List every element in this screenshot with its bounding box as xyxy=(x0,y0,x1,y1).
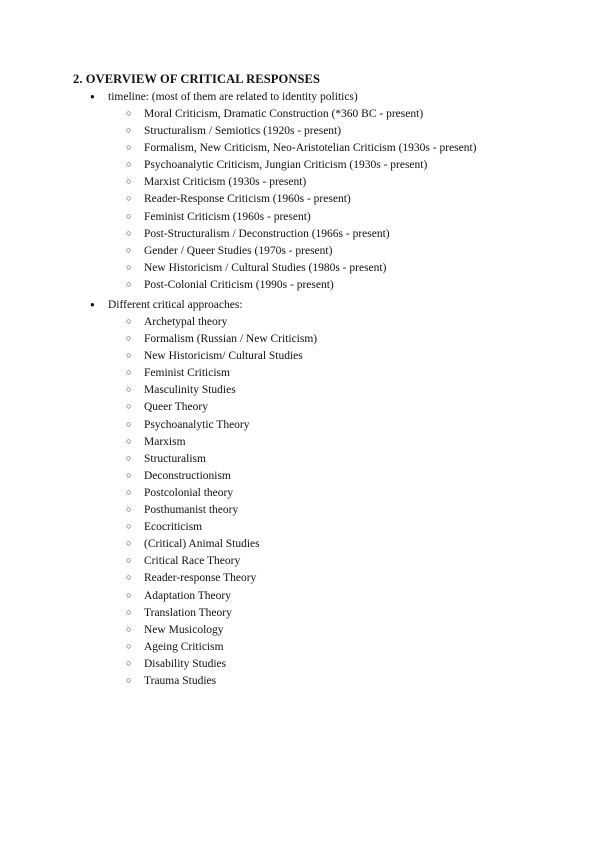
list-item-text: Archetypal theory xyxy=(144,316,228,328)
circle-bullet-icon: ○ xyxy=(126,640,132,651)
list-item-text: Ageing Criticism xyxy=(144,640,224,653)
circle-bullet-icon: ○ xyxy=(126,657,132,668)
circle-bullet-icon: ○ xyxy=(126,555,132,566)
list-item xyxy=(126,638,317,655)
list-item xyxy=(126,433,317,450)
circle-bullet-icon: ○ xyxy=(126,538,132,549)
circle-bullet-icon: ○ xyxy=(126,176,132,187)
section-heading: 2. OVERVIEW OF CRITICAL RESPONSES xyxy=(73,72,321,86)
list-item xyxy=(126,259,477,276)
list-item xyxy=(126,225,477,242)
list-item-text: New Historicism / Cultural Studies (1980s - present) xyxy=(144,261,387,274)
list-item xyxy=(126,501,317,518)
list-item xyxy=(126,313,317,330)
list-item xyxy=(126,467,317,484)
list-item xyxy=(126,569,317,586)
list-item xyxy=(126,587,317,604)
list-item-text: Translation Theory xyxy=(144,606,232,619)
list-item-text: Masculinity Studies xyxy=(144,384,236,397)
list-item-text: Adaptation Theory xyxy=(144,589,231,602)
circle-bullet-icon: ○ xyxy=(126,367,132,378)
list-item-text: (Critical) Animal Studies xyxy=(144,538,260,551)
list-item xyxy=(126,139,477,156)
circle-bullet-icon: ○ xyxy=(126,244,132,255)
circle-bullet-icon: ○ xyxy=(126,227,132,238)
bullet-icon: ● xyxy=(90,92,95,101)
list-item xyxy=(126,416,317,433)
list-item-text: Deconstructionism xyxy=(144,469,231,482)
timeline-bullet xyxy=(90,89,358,105)
list-item-text: Marxism xyxy=(144,435,186,448)
circle-bullet-icon: ○ xyxy=(126,504,132,515)
list-item xyxy=(126,672,317,689)
list-item-text: New Musicology xyxy=(144,623,224,636)
list-item xyxy=(126,535,317,552)
circle-bullet-icon: ○ xyxy=(126,159,132,170)
list-item xyxy=(126,347,317,364)
list-item xyxy=(126,242,477,259)
circle-bullet-icon: ○ xyxy=(126,435,132,446)
list-item xyxy=(126,364,317,381)
circle-bullet-icon: ○ xyxy=(126,278,132,289)
circle-bullet-icon: ○ xyxy=(126,333,132,344)
approaches-label: Different critical approaches: xyxy=(108,299,243,311)
list-item-text: Formalism, New Criticism, Neo-Aristotelian Criticism (1930s - present) xyxy=(144,142,477,155)
list-item-text: Structuralism / Semiotics (1920s - present) xyxy=(144,125,342,138)
list-item xyxy=(126,450,317,467)
list-item-text: Post-Colonial Criticism (1990s - present) xyxy=(144,278,334,291)
list-item xyxy=(126,381,317,398)
circle-bullet-icon: ○ xyxy=(126,193,132,204)
list-item-text: Post-Structuralism / Deconstruction (1966s - present) xyxy=(144,227,390,240)
circle-bullet-icon: ○ xyxy=(126,384,132,395)
timeline-list xyxy=(126,105,477,293)
approaches-bullet xyxy=(90,297,243,313)
circle-bullet-icon: ○ xyxy=(126,572,132,583)
list-item-text: Disability Studies xyxy=(144,657,227,670)
circle-bullet-icon: ○ xyxy=(126,108,132,118)
circle-bullet-icon: ○ xyxy=(126,316,132,326)
list-item-text: Posthumanist theory xyxy=(144,504,239,517)
list-item xyxy=(126,208,477,225)
list-item xyxy=(126,655,317,672)
list-item xyxy=(126,330,317,347)
list-item-text: Queer Theory xyxy=(144,401,208,414)
circle-bullet-icon: ○ xyxy=(126,261,132,272)
list-item-text: Feminist Criticism xyxy=(144,367,230,380)
circle-bullet-icon: ○ xyxy=(126,606,132,617)
list-item-text: Reader-response Theory xyxy=(144,572,257,585)
list-item xyxy=(126,105,477,122)
circle-bullet-icon: ○ xyxy=(126,486,132,497)
circle-bullet-icon: ○ xyxy=(126,589,132,600)
list-item-text: Postcolonial theory xyxy=(144,486,234,499)
circle-bullet-icon: ○ xyxy=(126,125,132,136)
list-item-text: Psychoanalytic Theory xyxy=(144,418,250,431)
list-item xyxy=(126,276,477,293)
circle-bullet-icon: ○ xyxy=(126,142,132,153)
circle-bullet-icon: ○ xyxy=(126,350,132,361)
list-item-text: Formalism (Russian / New Criticism) xyxy=(144,333,318,346)
list-item xyxy=(126,484,317,501)
list-item-text: New Historicism/ Cultural Studies xyxy=(144,350,303,363)
list-item-text: Marxist Criticism (1930s - present) xyxy=(144,176,307,189)
list-item-text: Ecocriticism xyxy=(144,521,203,534)
list-item xyxy=(126,122,477,139)
list-item-text: Structuralism xyxy=(144,452,206,465)
list-item-text: Trauma Studies xyxy=(144,674,217,687)
circle-bullet-icon: ○ xyxy=(126,418,132,429)
list-item xyxy=(126,621,317,638)
list-item-text: Moral Criticism, Dramatic Construction (*360 BC - present) xyxy=(144,108,424,120)
list-item-text: Gender / Queer Studies (1970s - present) xyxy=(144,244,333,257)
list-item xyxy=(126,604,317,621)
list-item xyxy=(126,173,477,190)
bullet-icon: ● xyxy=(90,300,95,309)
list-item-text: Critical Race Theory xyxy=(144,555,241,568)
circle-bullet-icon: ○ xyxy=(126,674,132,685)
list-item-text: Psychoanalytic Criticism, Jungian Criticism (1930s - present) xyxy=(144,159,428,172)
circle-bullet-icon: ○ xyxy=(126,521,132,532)
timeline-label: timeline: (most of them are related to identity politics) xyxy=(108,91,358,103)
circle-bullet-icon: ○ xyxy=(126,452,132,463)
circle-bullet-icon: ○ xyxy=(126,469,132,480)
list-item-text: Reader-Response Criticism (1960s - present) xyxy=(144,193,351,206)
list-item xyxy=(126,518,317,535)
list-item-text: Feminist Criticism (1960s - present) xyxy=(144,210,311,223)
list-item xyxy=(126,398,317,415)
circle-bullet-icon: ○ xyxy=(126,210,132,221)
list-item xyxy=(126,156,477,173)
list-item xyxy=(126,190,477,207)
approaches-list xyxy=(126,313,317,689)
list-item xyxy=(126,552,317,569)
circle-bullet-icon: ○ xyxy=(126,623,132,634)
circle-bullet-icon: ○ xyxy=(126,401,132,412)
